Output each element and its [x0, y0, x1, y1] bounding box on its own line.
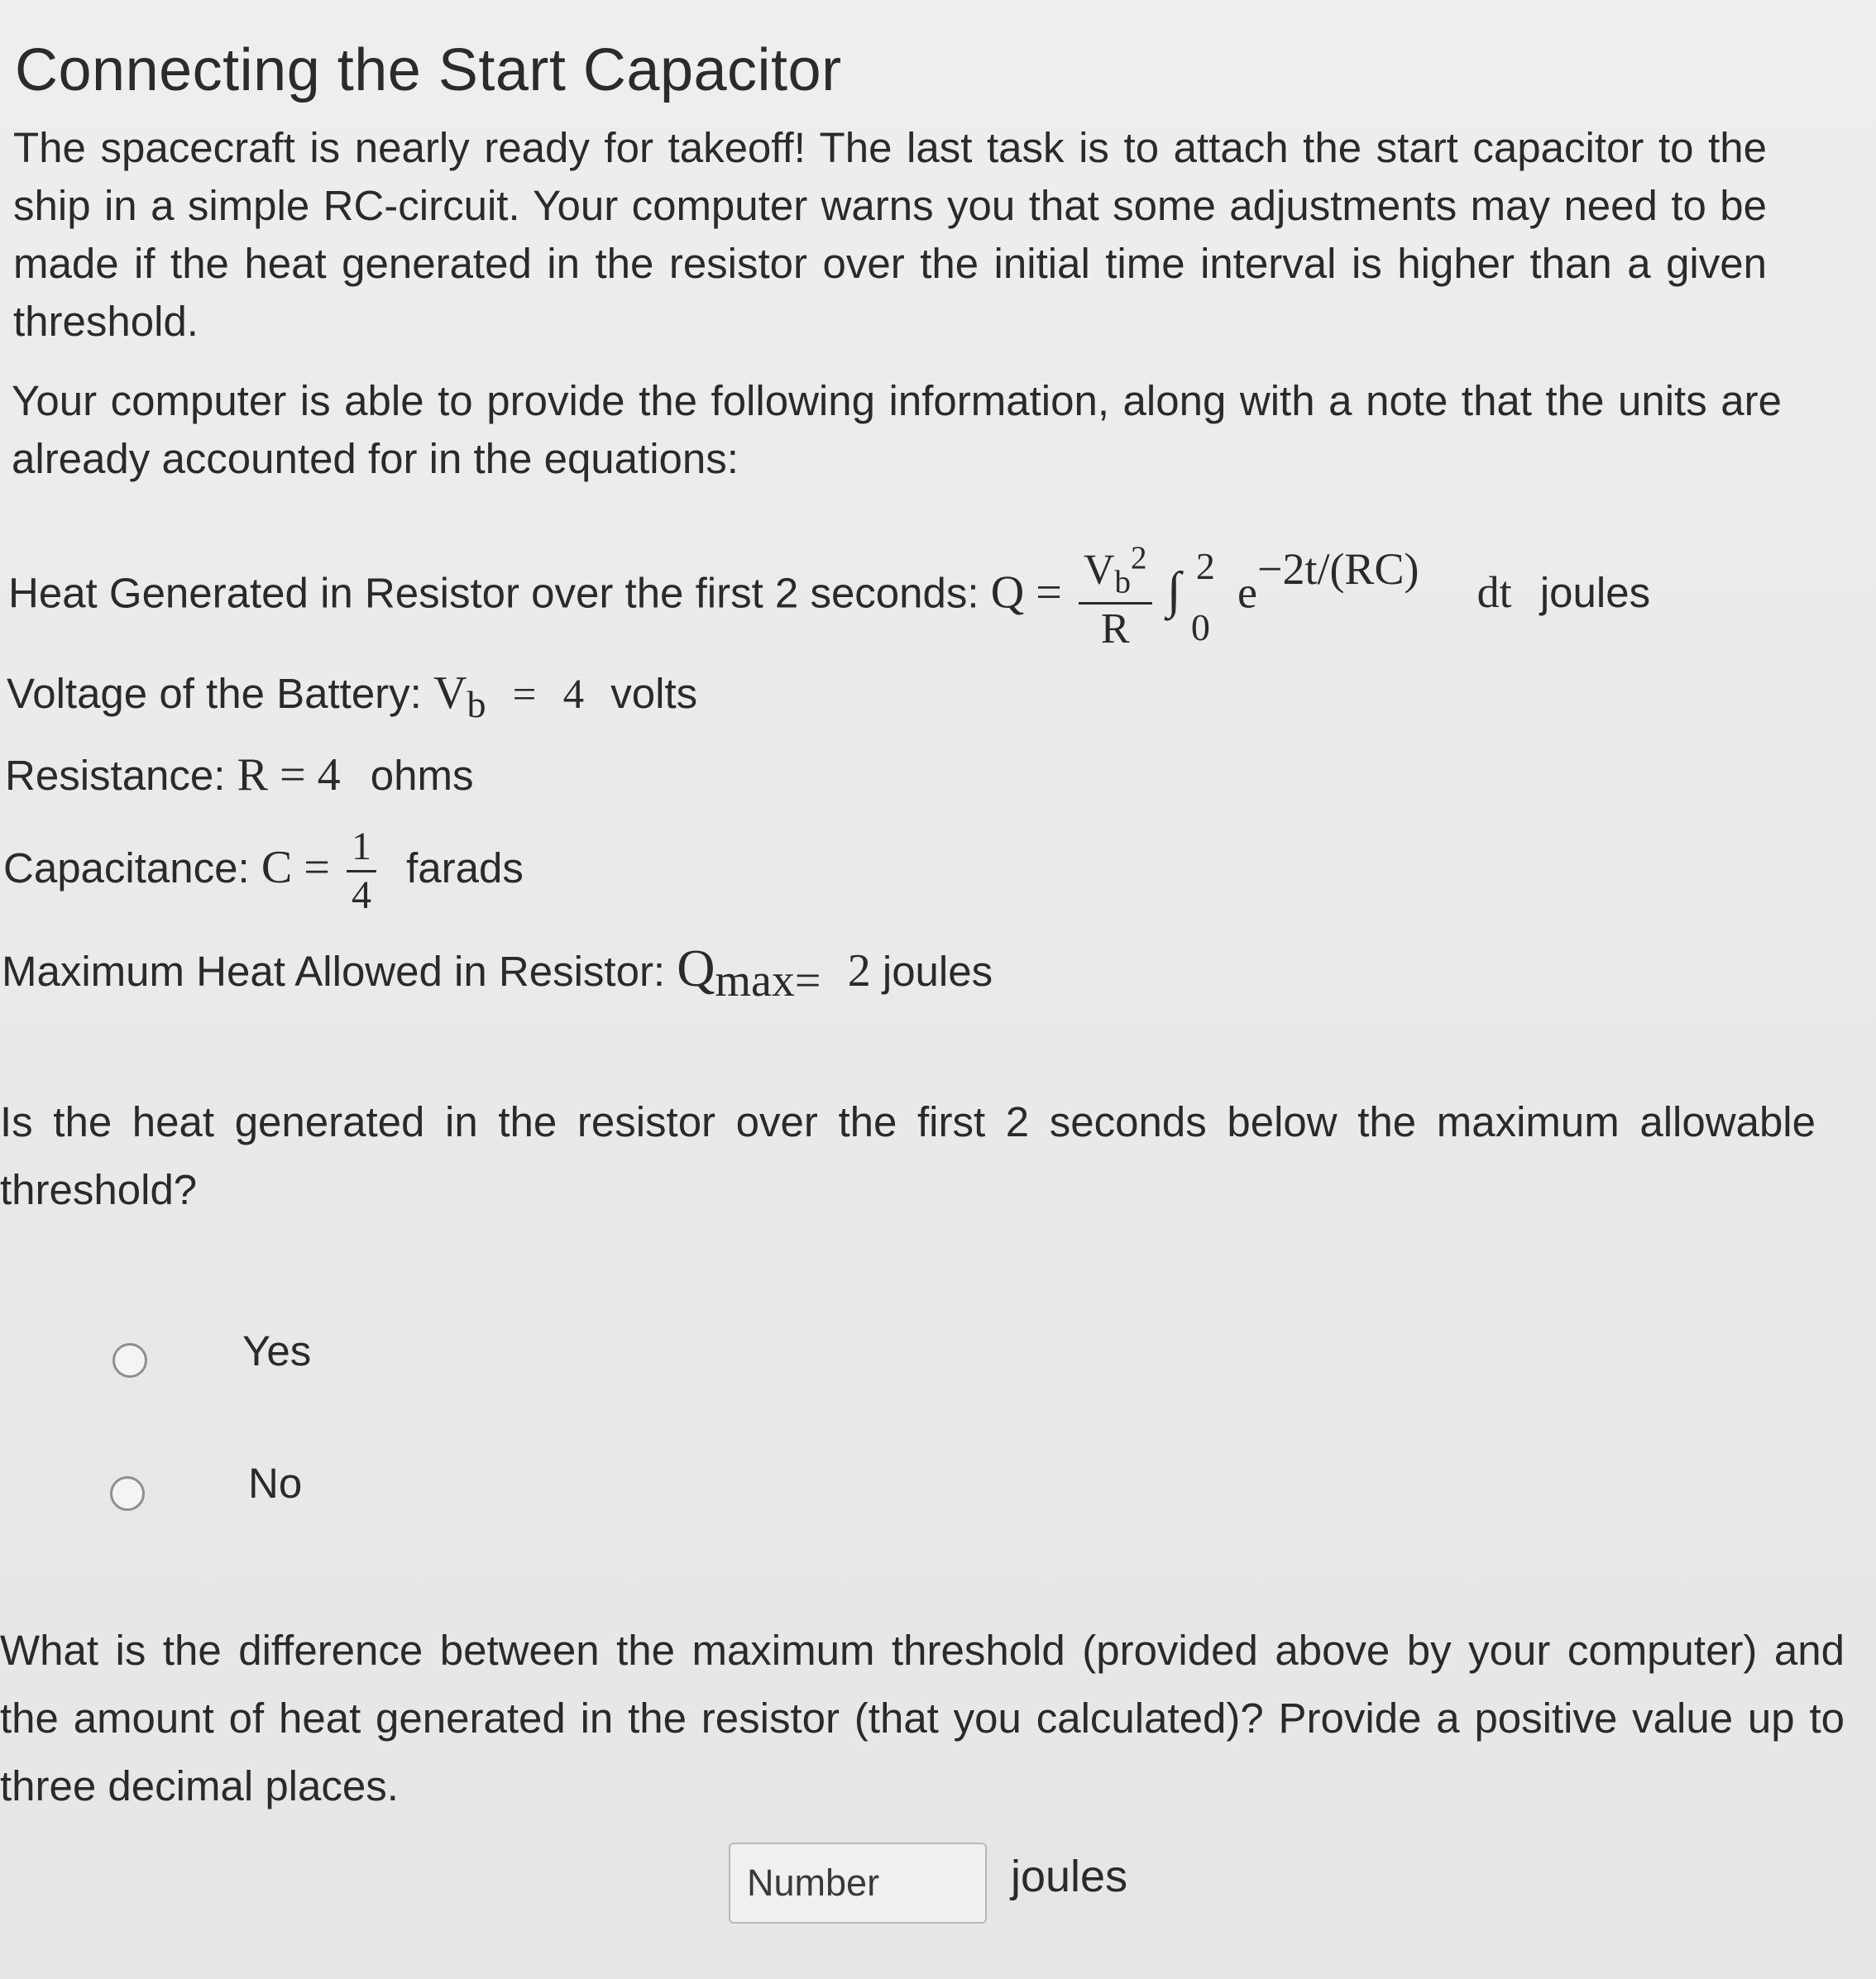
voltage-value: 4: [562, 672, 585, 718]
resistance-expr: R = 4: [237, 749, 341, 801]
radio-no[interactable]: [110, 1476, 145, 1511]
page-title: Connecting the Start Capacitor: [15, 37, 842, 103]
heat-num-sub: b: [1114, 564, 1132, 600]
exp-exponent: −2t/(RC): [1256, 544, 1419, 595]
heat-num-var: V: [1083, 546, 1115, 594]
answer-unit: joules: [1011, 1852, 1128, 1901]
heat-den: R: [1100, 605, 1130, 652]
voltage-line: [7, 667, 697, 726]
option-yes-label[interactable]: Yes: [242, 1327, 312, 1374]
heat-unit: joules: [1539, 569, 1651, 617]
max-heat-var: Q: [677, 939, 715, 997]
capacitance-num: 1: [347, 827, 376, 872]
capacitance-den: 4: [351, 873, 371, 917]
resistance-line: [5, 748, 473, 801]
max-heat-sub: max: [715, 955, 795, 1006]
capacitance-fraction: [347, 827, 376, 915]
max-heat-value: 2: [847, 945, 871, 997]
integral-lower: 0: [1190, 605, 1210, 648]
max-heat-unit: joules: [882, 948, 993, 995]
resistance-unit: ohms: [370, 752, 474, 799]
capacitance-unit: farads: [406, 844, 524, 892]
heat-fraction: [1079, 542, 1152, 651]
integral-limits: [1190, 544, 1226, 648]
integral-upper: 2: [1195, 544, 1215, 587]
integral-sign: ∫: [1166, 562, 1181, 619]
radio-yes[interactable]: [112, 1343, 147, 1378]
resistance-label: Resistance:: [5, 752, 226, 799]
intro-paragraph: The spacecraft is nearly ready for takeoff! The last task is to attach the start capacitor to the ship in a simple RC-circuit. Your computer warns you that some adjustments may need to be made if the heat generated in the resistor over the initial time interval is higher than a given threshold.: [13, 124, 1767, 345]
exp-base: e: [1237, 567, 1257, 618]
question-2-text: What is the difference between the maximum threshold (provided above by your computer) and the amount of heat generated in the resistor (that you calculated)? Provide a positive value up to three decimal places.: [0, 1627, 1845, 1809]
heat-dt: dt: [1476, 567, 1512, 618]
info-paragraph: Your computer is able to provide the following information, along with a note that the units are already accounted for in the equations:: [12, 377, 1782, 482]
voltage-unit: volts: [610, 670, 698, 717]
answer-number-input[interactable]: [729, 1843, 987, 1924]
max-heat-line: [2, 938, 993, 1006]
voltage-eq: =: [512, 672, 537, 718]
capacitance-label: Capacitance:: [3, 844, 250, 892]
voltage-label: Voltage of the Battery:: [7, 670, 422, 717]
max-heat-eq: =: [794, 955, 821, 1006]
heat-num-sup: 2: [1131, 540, 1147, 576]
heat-label: Heat Generated in Resistor over the first 2 seconds:: [8, 569, 979, 617]
heat-equation: [8, 542, 1650, 651]
capacitance-line: [3, 827, 524, 915]
voltage-sub: b: [467, 683, 486, 726]
capacitance-lhs: C =: [261, 841, 330, 893]
max-heat-label: Maximum Heat Allowed in Resistor:: [2, 948, 666, 995]
option-no-label[interactable]: No: [248, 1460, 303, 1507]
question-1-text: Is the heat generated in the resistor over the first 2 seconds below the maximum allowable threshold?: [0, 1098, 1816, 1213]
heat-lhs: Q =: [990, 566, 1062, 619]
voltage-var: V: [433, 667, 467, 719]
